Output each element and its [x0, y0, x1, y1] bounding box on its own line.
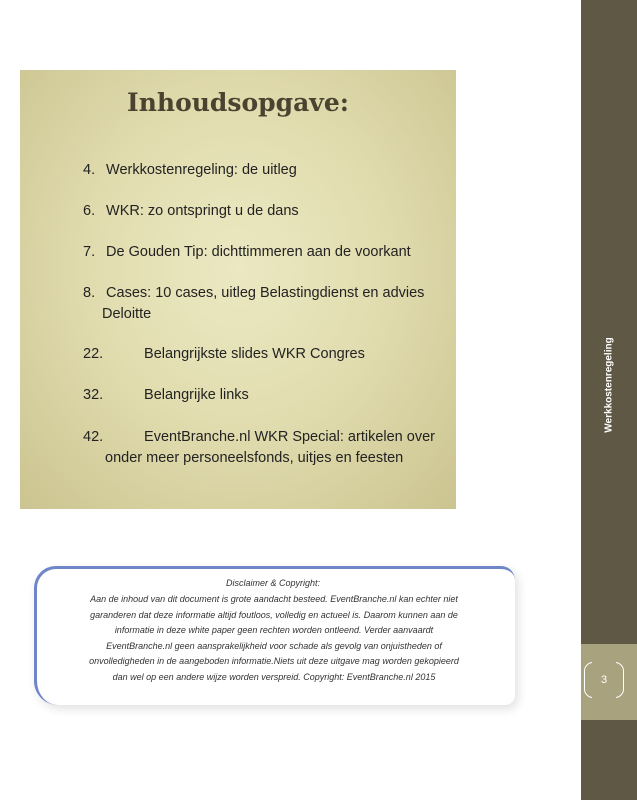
toc-item — [83, 160, 453, 181]
toc-item — [83, 283, 453, 325]
toc-item-text: Belangrijke links — [144, 387, 249, 403]
toc-title: Inhoudsopgave: — [127, 88, 349, 117]
toc-item-text: WKR: zo ontspringt u de dans — [106, 203, 299, 219]
toc-item-text: Belangrijkste slides WKR Congres — [144, 346, 365, 362]
toc-item-number: 42. — [83, 429, 104, 445]
toc-item-number: 32. — [83, 387, 104, 403]
toc-item-number: 8. — [83, 285, 96, 301]
toc-item-continuation: onder meer personeelsfonds, uitjes en feesten — [105, 450, 404, 466]
toc-item-continuation: Deloitte — [102, 306, 152, 322]
toc-item — [83, 344, 453, 365]
disclaimer-line: Aan de inhoud van dit document is grote aandacht besteed. EventBranche.nl kan echter niet — [90, 594, 458, 604]
page-number: 3 — [600, 674, 608, 686]
toc-item-number: 6. — [83, 203, 96, 219]
toc-item — [83, 242, 453, 263]
disclaimer-title: Disclaimer & Copyright: — [225, 578, 321, 588]
toc-item — [83, 201, 453, 222]
sidebar-title: Werkkostenregeling — [603, 337, 615, 433]
disclaimer-line: onvolledigheden in de aangeboden informatie.Niets uit deze uitgave mag worden gekopieerd — [89, 656, 459, 666]
toc-item — [83, 385, 453, 406]
disclaimer-line: EventBranche.nl geen aansprakelijkheid voor schade als gevolg van onjuistheden of — [106, 640, 442, 651]
disclaimer-line: informatie in deze white paper geen rechten worden ontleend. Verder aanvaardt — [114, 625, 434, 635]
disclaimer-line: garanderen dat deze informatie altijd foutloos, volledig en actueel is. Daarom kunnen aan de — [90, 609, 458, 620]
toc-item-number: 7. — [83, 244, 96, 260]
disclaimer-text — [46, 592, 502, 685]
disclaimer-line: dan wel op een andere wijze worden verspreid. Copyright: EventBranche.nl 2015 — [112, 671, 436, 682]
toc-item-text: Cases: 10 cases, uitleg Belastingdienst en advies — [106, 285, 425, 301]
toc-item — [83, 427, 453, 469]
toc-item-number: 4. — [83, 162, 96, 178]
toc-item-number: 22. — [83, 346, 104, 362]
toc-item-text: Werkkostenregeling: de uitleg — [106, 162, 297, 178]
toc-box — [20, 70, 456, 509]
toc-item-text: De Gouden Tip: dichttimmeren aan de voorkant — [106, 244, 411, 260]
toc-item-text: EventBranche.nl WKR Special: artikelen over — [144, 429, 435, 445]
